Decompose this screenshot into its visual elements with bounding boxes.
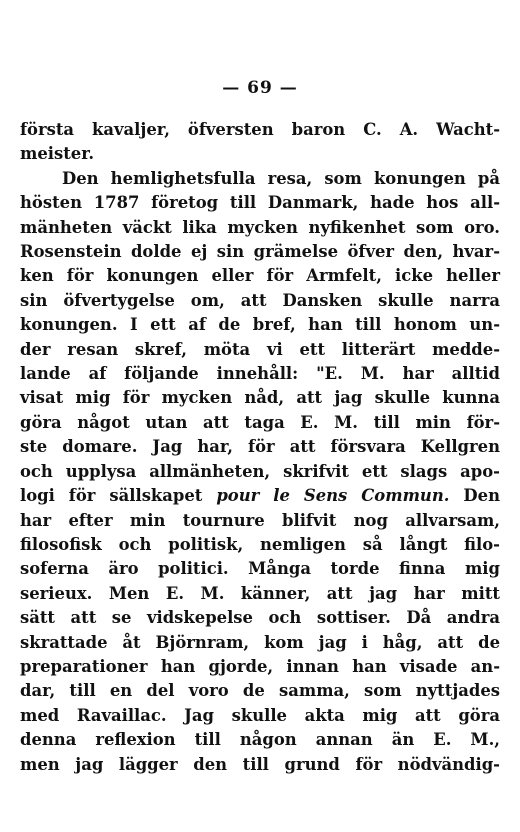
text-line: sätt att se vidskepelse och sottiser. Då andra (20, 608, 500, 628)
text-line: med Ravaillac. Jag skulle akta mig att göra (20, 705, 500, 725)
text-line: preparationer han gjorde, innan han visade an- (20, 656, 500, 676)
text-line: och upplysa allmänheten, skrifvit ett slags apo- (20, 461, 500, 481)
page-number: — 69 — (222, 78, 298, 98)
text-line: sin öfvertygelse om, att Dansken skulle narra (20, 290, 500, 310)
text-segment: logi för sällskapet (20, 486, 203, 506)
text-line-mixed (20, 484, 500, 508)
text-line: Rosenstein dolde ej sin grämelse öfver den, hvar- (20, 242, 500, 262)
text-segment: Den (463, 486, 500, 506)
text-line: dar, till en del voro de samma, som nyttjades (20, 681, 500, 701)
text-line: men jag lägger den till grund för nödvändig- (20, 754, 500, 774)
text-line: visat mig för mycken nåd, att jag skulle kunna (20, 388, 500, 408)
text-line: konungen. I ett af de bref, han till honom un- (20, 315, 500, 335)
text-line: har efter min tournure blifvit nog allvarsam, (20, 510, 500, 530)
text-line: denna reflexion till någon annan än E. M., (20, 730, 500, 750)
text-line: hösten 1787 företog till Danmark, hade hos all- (20, 193, 500, 213)
text-line: der resan skref, möta vi ett litterärt medde- (20, 339, 500, 359)
text-line: lande af följande innehåll: "E. M. har alltid (20, 364, 500, 384)
text-line: soferna äro politici. Många torde finna mig (20, 559, 500, 579)
text-line: ken för konungen eller för Armfelt, icke heller (20, 266, 500, 286)
text-line: första kavaljer, öfversten baron C. A. Wacht- (20, 120, 500, 139)
text-line: meister. (20, 144, 95, 164)
text-line: göra något utan att taga E. M. till min för- (20, 412, 500, 432)
body-text (20, 118, 500, 777)
text-line: ste domare. Jag har, för att försvara Kellgren (20, 437, 500, 457)
text-line: Den hemlighetsfulla resa, som konungen på (62, 168, 500, 188)
text-line: serieux. Men E. M. känner, att jag har mitt (20, 583, 500, 603)
text-line: mänheten väckt lika mycken nyfikenhet som oro. (20, 217, 500, 237)
text-line: skrattade åt Björnram, kom jag i håg, att de (20, 632, 500, 652)
italic-title: pour le Sens Commun. (216, 486, 450, 506)
text-line: filosofisk och politisk, nemligen så långt filo- (20, 534, 500, 554)
